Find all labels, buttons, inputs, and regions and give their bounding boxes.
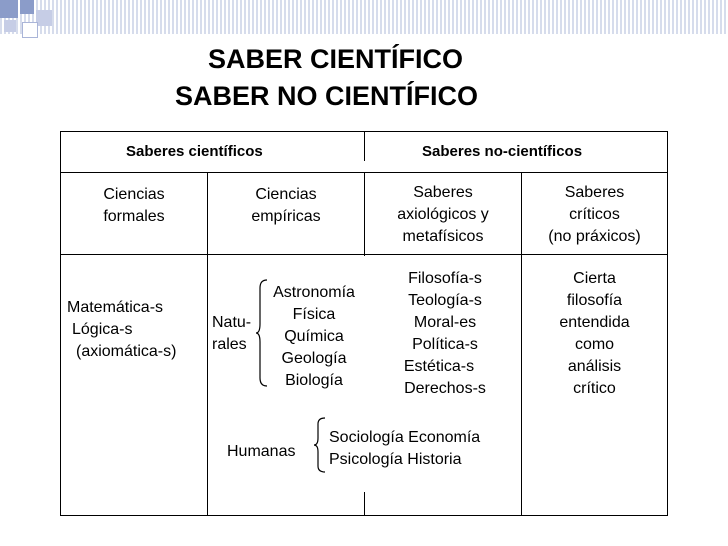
formales-item: Lógica-s [72, 321, 133, 338]
axiologicos-item: Política-s [412, 336, 478, 353]
naturales-item: Geología [281, 350, 347, 367]
criticos-item: Cierta [573, 270, 616, 287]
humanas-label: Humanas [227, 443, 296, 460]
title-line-2: SABER NO CIENTÍFICO [175, 81, 479, 111]
humanas-brace [313, 416, 327, 474]
axiologicos-item: Moral-es [413, 314, 477, 331]
column-saberes-axiologicos: Saberes axiológicos y metafísicos [397, 184, 489, 245]
criticos-item: como [574, 336, 615, 353]
humanas-items [329, 427, 480, 471]
naturales-item: Química [284, 328, 344, 345]
axiologicos-items [365, 268, 525, 400]
header-saberes-no-cientificos: Saberes no-científicos [422, 143, 583, 160]
column-saberes-criticos: Saberes críticos (no práxicos) [548, 184, 641, 245]
criticos-item: crítico [573, 380, 616, 397]
column-divider [364, 492, 365, 515]
column-ciencias-formales: Ciencias formales [103, 186, 165, 225]
humanas-item: Sociología Economía [329, 429, 481, 446]
decorative-square [22, 22, 38, 38]
naturales-item: Biología [285, 372, 343, 389]
title-line-1: SABER CIENTÍFICO [208, 44, 464, 74]
naturales-item: Física [292, 306, 336, 323]
decorative-square [20, 0, 34, 14]
axiologicos-item: Derechos-s [404, 380, 486, 397]
column-divider [364, 132, 365, 161]
criticos-item: filosofía [566, 292, 623, 309]
formales-item: (axiomática-s) [76, 343, 177, 360]
column-ciencias-empiricas: Ciencias empíricas [251, 186, 321, 225]
naturales-items [264, 282, 364, 392]
axiologicos-item: Teología-s [408, 292, 482, 309]
decorative-top-bar [0, 0, 728, 34]
criticos-item: entendida [559, 314, 630, 331]
naturales-label: Natu- rales [212, 314, 252, 353]
decorative-square [4, 20, 16, 32]
decorative-square [0, 0, 18, 18]
knowledge-table [60, 131, 668, 516]
axiologicos-item: Estética-s [403, 358, 475, 375]
header-saberes-cientificos: Saberes científicos [126, 143, 263, 160]
axiologicos-item: Filosofía-s [408, 270, 482, 287]
decorative-square [36, 10, 52, 26]
criticos-items [522, 268, 667, 400]
naturales-item: Astronomía [273, 284, 355, 301]
criticos-item: análisis [567, 358, 622, 375]
humanas-item: Psicología Historia [329, 451, 462, 468]
formales-item: Matemática-s [67, 299, 164, 316]
